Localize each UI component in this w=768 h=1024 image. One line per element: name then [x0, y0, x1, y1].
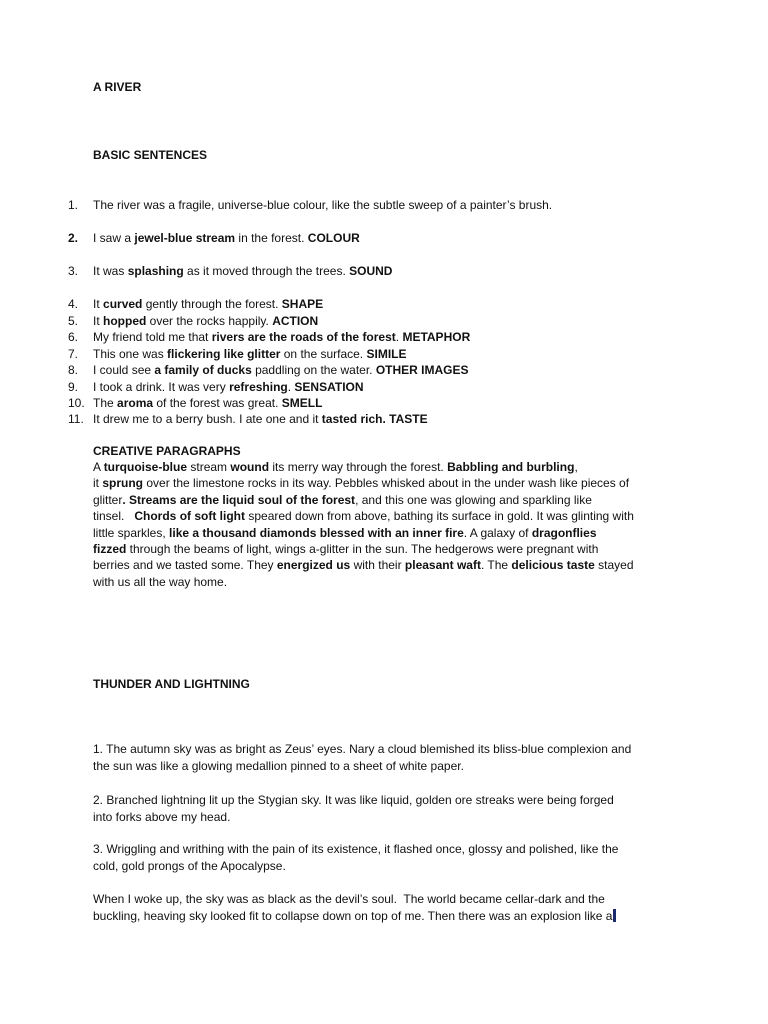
- bold-phrase: turquoise-blue: [103, 460, 188, 474]
- list-number: 2.: [68, 231, 79, 245]
- paragraph-line: [93, 459, 683, 475]
- thunder-paragraph: [93, 792, 673, 826]
- text-run: with us all the way home.: [93, 574, 228, 589]
- text-run: . The: [480, 558, 512, 573]
- text-run: over the limestone rocks in its way. Pebbles whisked about in the under wash like pieces of: [143, 476, 630, 491]
- paragraph-line: [93, 525, 683, 541]
- text-run: I could see: [93, 363, 155, 377]
- list-text: [93, 296, 323, 313]
- bold-phrase: SHAPE: [281, 297, 324, 311]
- bold-phrase: Babbling and burbling: [447, 460, 575, 474]
- text-run: with their: [350, 558, 405, 573]
- text-run: little sparkles,: [93, 525, 170, 540]
- paragraph-line: [93, 508, 683, 524]
- bold-phrase: hopped: [103, 314, 147, 328]
- bold-phrase: curved: [103, 297, 143, 311]
- bold-phrase: delicious taste: [511, 558, 595, 573]
- list-number: 5.: [68, 314, 79, 328]
- list-text: [93, 263, 392, 280]
- bold-phrase: Chords of soft light: [134, 509, 246, 524]
- list-text: [93, 346, 407, 363]
- paragraph-line: [93, 475, 683, 491]
- list-number: 3.: [68, 264, 79, 278]
- paragraph-line: [93, 492, 683, 508]
- text-run: over the rocks happily.: [146, 314, 273, 328]
- bold-phrase: METAPHOR: [402, 330, 471, 344]
- bold-phrase: energized us: [276, 558, 351, 573]
- text-run: ,: [574, 460, 578, 474]
- bold-phrase: refreshing: [229, 380, 288, 394]
- text-run: A: [93, 460, 104, 474]
- text-run: It: [93, 297, 104, 311]
- bold-phrase: jewel-blue stream: [134, 231, 236, 245]
- list-text: [93, 411, 428, 428]
- text-run: cold, gold prongs of the Apocalypse.: [93, 859, 286, 873]
- bold-phrase: sprung: [102, 476, 144, 491]
- paragraph-line: [93, 841, 673, 858]
- text-run: 1. The autumn sky was as bright as Zeus’ eyes. Nary a cloud blemished its bliss-blue complexion and: [93, 742, 632, 756]
- list-text: [93, 230, 360, 247]
- text-run: buckling, heaving sky looked fit to collapse down on top of me. Then there was an explosion like a: [93, 909, 613, 923]
- bold-phrase: SIMILE: [366, 347, 407, 361]
- list-number: 6.: [68, 330, 79, 344]
- list-text: [93, 313, 318, 330]
- bold-phrase: . Streams are the liquid soul of the forest: [122, 492, 356, 507]
- text-run: it: [93, 476, 103, 491]
- bold-phrase: pleasant waft: [404, 558, 481, 573]
- bold-phrase: SOUND: [349, 264, 393, 278]
- text-run: It: [93, 314, 104, 328]
- text-run: I saw a: [93, 231, 135, 245]
- text-run: 3. Wriggling and writhing with the pain of its existence, it flashed once, glossy and polished, like the: [93, 842, 619, 856]
- text-run: This one was: [93, 347, 168, 361]
- bold-phrase: wound: [230, 460, 270, 474]
- text-run: tinsel.: [93, 509, 135, 524]
- text-run: 2. Branched lightning lit up the Stygian sky. It was like liquid, golden ore streaks were being forged: [93, 793, 614, 807]
- text-run: It drew me to a berry bush. I ate one and it: [93, 412, 322, 426]
- bold-phrase: dragonflies: [531, 525, 597, 540]
- list-number: 10.: [68, 396, 85, 410]
- creative-paragraph: [93, 459, 683, 590]
- text-run: its merry way through the forest.: [269, 460, 448, 474]
- text-run: paddling on the water.: [251, 363, 376, 377]
- bold-phrase: fizzed: [93, 542, 127, 557]
- text-run: of the forest was great.: [153, 396, 282, 410]
- bold-phrase: SMELL: [281, 396, 323, 410]
- list-number: 4.: [68, 297, 79, 311]
- paragraph-line: [93, 541, 683, 557]
- title-a-river: A RIVER: [93, 80, 142, 94]
- paragraph-line: [93, 741, 673, 758]
- paragraph-line: [93, 858, 673, 875]
- text-run: The river was a fragile, universe-blue colour, like the subtle sweep of a painter’s brush.: [93, 198, 553, 212]
- text-run: through the beams of light, wings a-glitter in the sun. The hedgerows were pregnant with: [126, 542, 599, 557]
- text-run: gently through the forest.: [142, 297, 282, 311]
- bold-phrase: like a thousand diamonds blessed with an inner fire: [169, 525, 464, 540]
- list-text: [93, 395, 322, 412]
- bold-phrase: tasted rich. TASTE: [321, 412, 428, 426]
- thunder-paragraph: [93, 841, 673, 875]
- text-run: , and this one was glowing and sparkling like: [355, 492, 592, 507]
- bold-phrase: rivers are the roads of the forest: [211, 330, 396, 344]
- text-run: stream: [187, 460, 231, 474]
- text-cursor: [613, 909, 616, 922]
- text-run: as it moved through the trees.: [183, 264, 350, 278]
- list-number: 1.: [68, 198, 79, 212]
- paragraph-line: [93, 809, 673, 826]
- list-number: 11.: [68, 412, 84, 426]
- list-text: [93, 197, 552, 214]
- text-run: berries and we tasted some. They: [93, 558, 277, 573]
- text-run: on the surface.: [280, 347, 367, 361]
- list-number: 9.: [68, 380, 79, 394]
- paragraph-line: [93, 891, 673, 908]
- list-number: 7.: [68, 347, 79, 361]
- heading-basic-sentences: BASIC SENTENCES: [93, 148, 208, 162]
- list-text: [93, 379, 364, 396]
- text-run: The: [93, 396, 118, 410]
- list-number: 8.: [68, 363, 79, 377]
- text-run: the sun was like a glowing medallion pinned to a sheet of white paper.: [93, 759, 464, 773]
- bold-phrase: splashing: [127, 264, 184, 278]
- paragraph-line: [93, 792, 673, 809]
- paragraph-line: [93, 574, 683, 590]
- list-text: [93, 362, 469, 379]
- bold-phrase: aroma: [117, 396, 154, 410]
- bold-phrase: a family of ducks: [154, 363, 252, 377]
- text-run: .: [287, 380, 295, 394]
- heading-creative-paragraphs: CREATIVE PARAGRAPHS: [93, 444, 241, 458]
- list-text: [93, 329, 470, 346]
- text-run: . A galaxy of: [463, 525, 532, 540]
- paragraph-line: [93, 557, 683, 573]
- text-run: I took a drink. It was very: [93, 380, 230, 394]
- text-run: My friend told me that: [93, 330, 212, 344]
- text-run: When I woke up, the sky was as black as the devil’s soul. The world became cellar-dark and the: [93, 892, 605, 906]
- text-run: in the forest.: [235, 231, 308, 245]
- text-run: glitter: [93, 492, 123, 507]
- text-run: speared down from above, bathing its surface in gold. It was glinting with: [245, 509, 634, 524]
- bold-phrase: OTHER IMAGES: [375, 363, 469, 377]
- text-run: .: [395, 330, 403, 344]
- bold-phrase: SENSATION: [294, 380, 364, 394]
- paragraph-line: [93, 758, 673, 775]
- text-run: stayed: [594, 558, 634, 573]
- bold-phrase: COLOUR: [307, 231, 360, 245]
- bold-phrase: flickering like glitter: [167, 347, 281, 361]
- thunder-paragraph: [93, 741, 673, 775]
- paragraph-line: [93, 908, 673, 925]
- bold-phrase: ACTION: [272, 314, 319, 328]
- heading-thunder-and-lightning: THUNDER AND LIGHTNING: [93, 677, 250, 691]
- thunder-paragraph: [93, 891, 673, 925]
- text-run: It was: [93, 264, 128, 278]
- text-run: into forks above my head.: [93, 810, 231, 824]
